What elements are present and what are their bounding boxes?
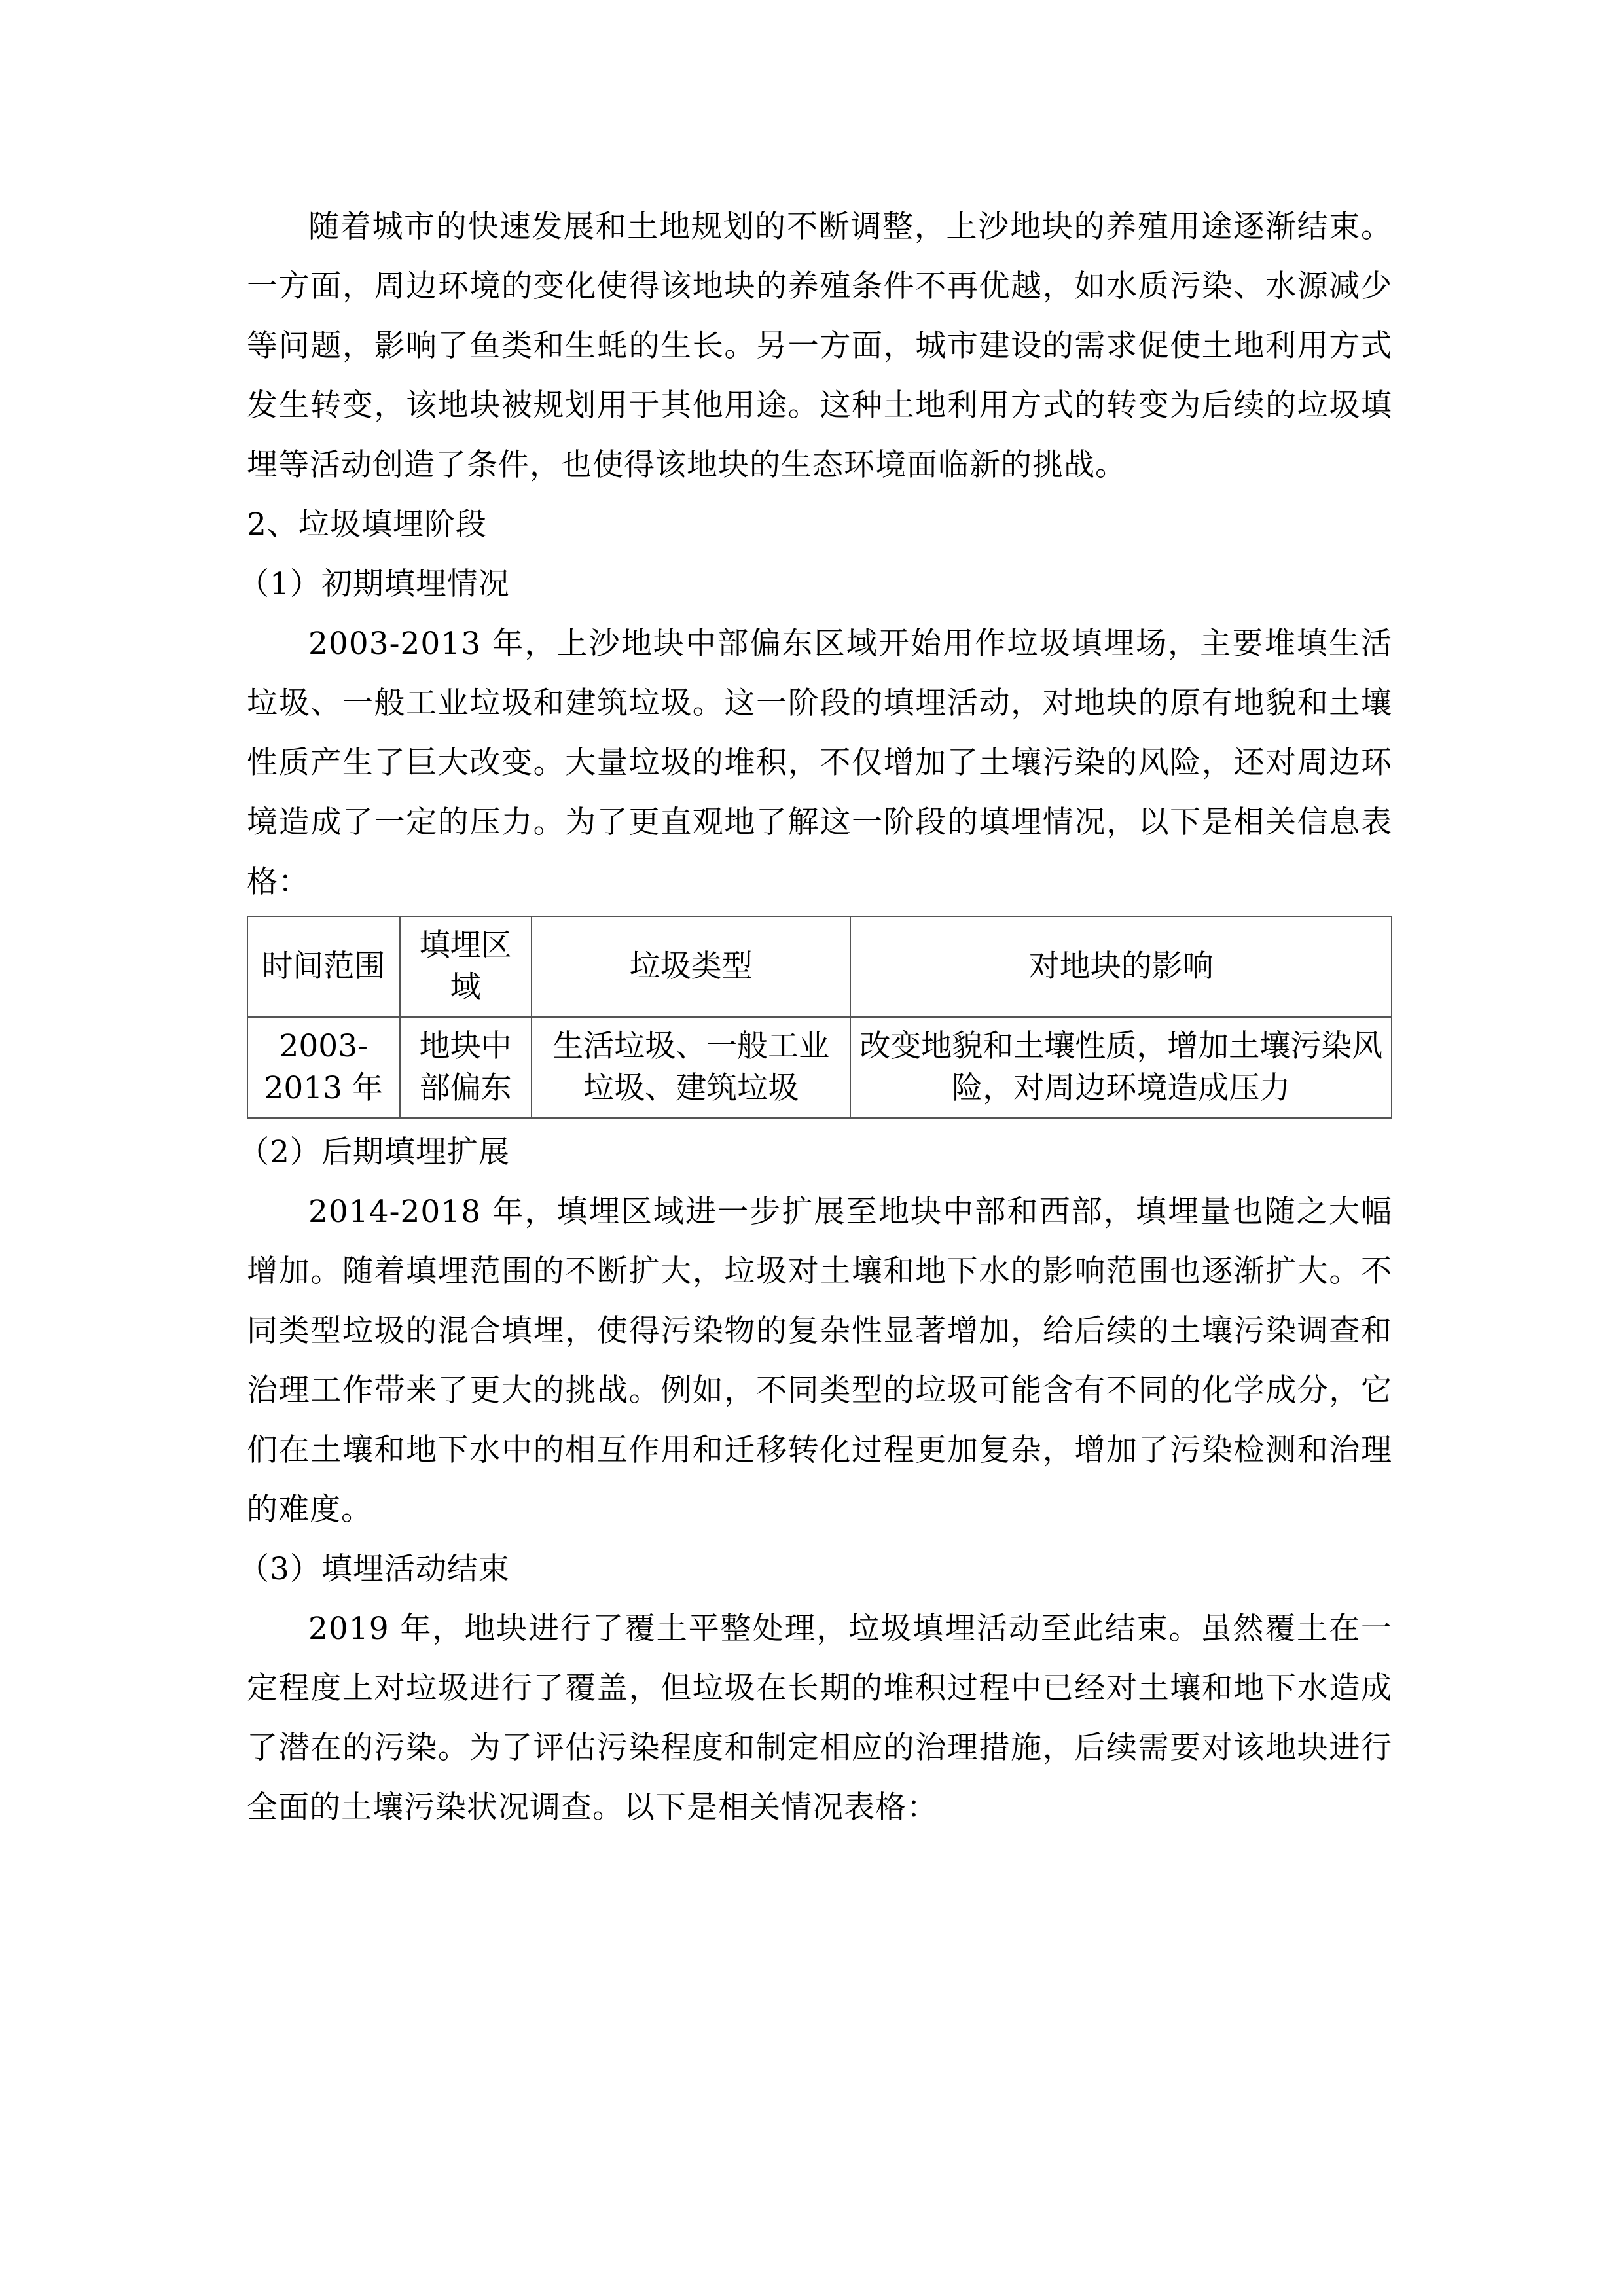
table-header-cell: 时间范围 (247, 916, 400, 1017)
subheading-initial-landfill: （1）初期填埋情况 (238, 566, 510, 602)
table-header-cell: 垃圾类型 (532, 916, 851, 1017)
paragraph-landfill-end: 2019 年，地块进行了覆土平整处理，垃圾填埋活动至此结束。虽然覆土在一定程度上对垃圾进行了覆盖，但垃圾在长期的堆积过程中已经对土壤和地下水造成了潜在的污染。为了评估污染程度和制定相应的治理措施，后续需要对该地块进行全面的土壤污染状况调查。以下是相关情况表格： (247, 1611, 1392, 1825)
table-cell: 2003-2013 年 (247, 1017, 400, 1118)
table-cell: 改变地貌和土壤性质，增加土壤污染风险，对周边环境造成压力 (850, 1017, 1392, 1118)
table-cell: 地块中部偏东 (400, 1017, 532, 1118)
table-header-cell: 对地块的影响 (850, 916, 1392, 1017)
table-cell: 生活垃圾、一般工业垃圾、建筑垃圾 (532, 1017, 851, 1118)
section-heading-landfill: 2、垃圾填埋阶段 (247, 507, 487, 543)
subheading-later-expansion: （2）后期填埋扩展 (238, 1134, 510, 1170)
paragraph-intro: 随着城市的快速发展和土地规划的不断调整，上沙地块的养殖用途逐渐结束。一方面，周边环境的变化使得该地块的养殖条件不再优越，如水质污染、水源减少等问题，影响了鱼类和生蚝的生长。另一方面，城市建设的需求促使土地利用方式发生转变，该地块被规划用于其他用途。这种土地利用方式的转变为后续的垃圾填埋等活动创造了条件，也使得该地块的生态环境面临新的挑战。 (247, 209, 1392, 483)
subheading-landfill-end: （3）填埋活动结束 (238, 1551, 510, 1587)
paragraph-initial-landfill: 2003-2013 年，上沙地块中部偏东区域开始用作垃圾填埋场，主要堆填生活垃圾、一般工业垃圾和建筑垃圾。这一阶段的填埋活动，对地块的原有地貌和土壤性质产生了巨大改变。大量垃圾的堆积，不仅增加了土壤污染的风险，还对周边环境造成了一定的压力。为了更直观地了解这一阶段的填埋情况，以下是相关信息表格： (247, 626, 1392, 900)
table-row (247, 1017, 1392, 1118)
table-header-row (247, 916, 1392, 1017)
table-header-cell: 填埋区域 (400, 916, 532, 1017)
paragraph-later-expansion: 2014-2018 年，填埋区域进一步扩展至地块中部和西部，填埋量也随之大幅增加。随着填埋范围的不断扩大，垃圾对土壤和地下水的影响范围也逐渐扩大。不同类型垃圾的混合填埋，使得污染物的复杂性显著增加，给后续的土壤污染调查和治理工作带来了更大的挑战。例如，不同类型的垃圾可能含有不同的化学成分，它们在土壤和地下水中的相互作用和迁移转化过程更加复杂，增加了污染检测和治理的难度。 (247, 1194, 1392, 1528)
landfill-info-table (247, 916, 1392, 1119)
page-content (238, 197, 1392, 1837)
